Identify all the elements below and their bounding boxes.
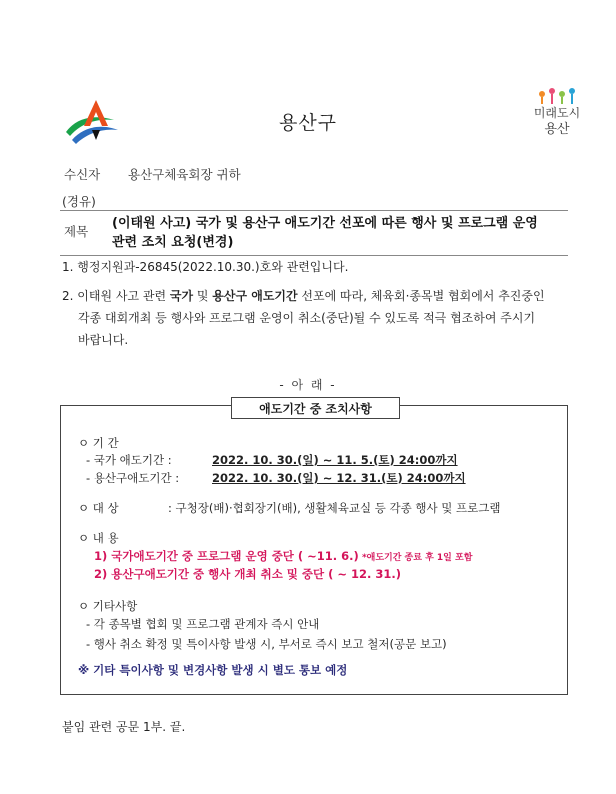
target-value: : 구청장(배)·협회장기(배), 생활체육교실 등 각종 행사 및 프로그램	[168, 501, 501, 515]
content-label: ㅇ 내 용	[78, 531, 119, 545]
paragraph-2-line-2: 각종 대회개최 등 행사와 프로그램 운영이 취소(중단)될 수 있도록 적극 협조하여 주시기	[78, 311, 536, 325]
national-period-label: - 국가 애도기간 :	[86, 453, 172, 467]
other-item-1: - 각 종목별 협회 및 프로그램 관계자 즉시 안내	[86, 617, 320, 631]
future-city-logo	[524, 86, 590, 142]
logo-right-line2: 용산	[544, 122, 570, 137]
logo-right-line1: 미래도시	[533, 106, 581, 120]
footnote: ※ 기타 특이사항 및 변경사항 발생 시 별도 통보 예정	[78, 663, 348, 677]
content-item-2: 2) 용산구애도기간 중 행사 개최 취소 및 중단 ( ~ 12. 31.)	[94, 567, 402, 581]
recipient-label: 수신자	[64, 167, 101, 182]
other-item-2: - 행사 취소 확정 및 특이사항 발생 시, 부서로 즉시 보고 철저(공문 보고)	[86, 637, 447, 651]
paragraph-2-line-3: 바랍니다.	[78, 333, 129, 347]
yongsan-period-value: 2022. 10. 30.(일) ~ 12. 31.(토) 24:00까지	[212, 471, 466, 485]
flower-icon	[536, 86, 580, 104]
paragraph-2-line-1: 2. 이태원 사고 관련 국가 및 용산구 애도기간 선포에 따라, 체육회·종목별 협회에서 추진중인	[62, 289, 545, 303]
notice-heading: - 아 래 -	[279, 378, 337, 392]
period-label: ㅇ 기 간	[78, 436, 119, 450]
national-period-value: 2022. 10. 30.(일) ~ 11. 5.(토) 24:00까지	[212, 453, 458, 467]
subject-line-1: (이태원 사고) 국가 및 용산구 애도기간 선포에 따른 행사 및 프로그램 운영	[112, 216, 538, 231]
organization-title: 용산구	[278, 112, 338, 134]
via-label: (경유)	[62, 194, 96, 209]
other-label: ㅇ 기타사항	[78, 599, 138, 613]
divider-top	[60, 210, 568, 211]
recipient-value: 용산구체육회장 귀하	[128, 167, 241, 182]
attachment-line: 붙임 관련 공문 1부. 끝.	[62, 720, 186, 734]
content-item-1: 1) 국가애도기간 중 프로그램 운영 중단 ( ~11. 6.) *애도기간 종료 후 1일 포함	[94, 549, 473, 563]
target-label: ㅇ 대 상	[78, 501, 119, 515]
paragraph-1: 1. 행정지원과-26845(2022.10.30.)호와 관련입니다.	[62, 260, 349, 274]
subject-line-2: 관련 조치 요청(변경)	[112, 235, 234, 250]
subject-label: 제목	[64, 224, 89, 239]
yongsan-period-label: - 용산구애도기간 :	[86, 471, 180, 485]
measures-box-title: 애도기간 중 조치사항	[231, 397, 400, 419]
